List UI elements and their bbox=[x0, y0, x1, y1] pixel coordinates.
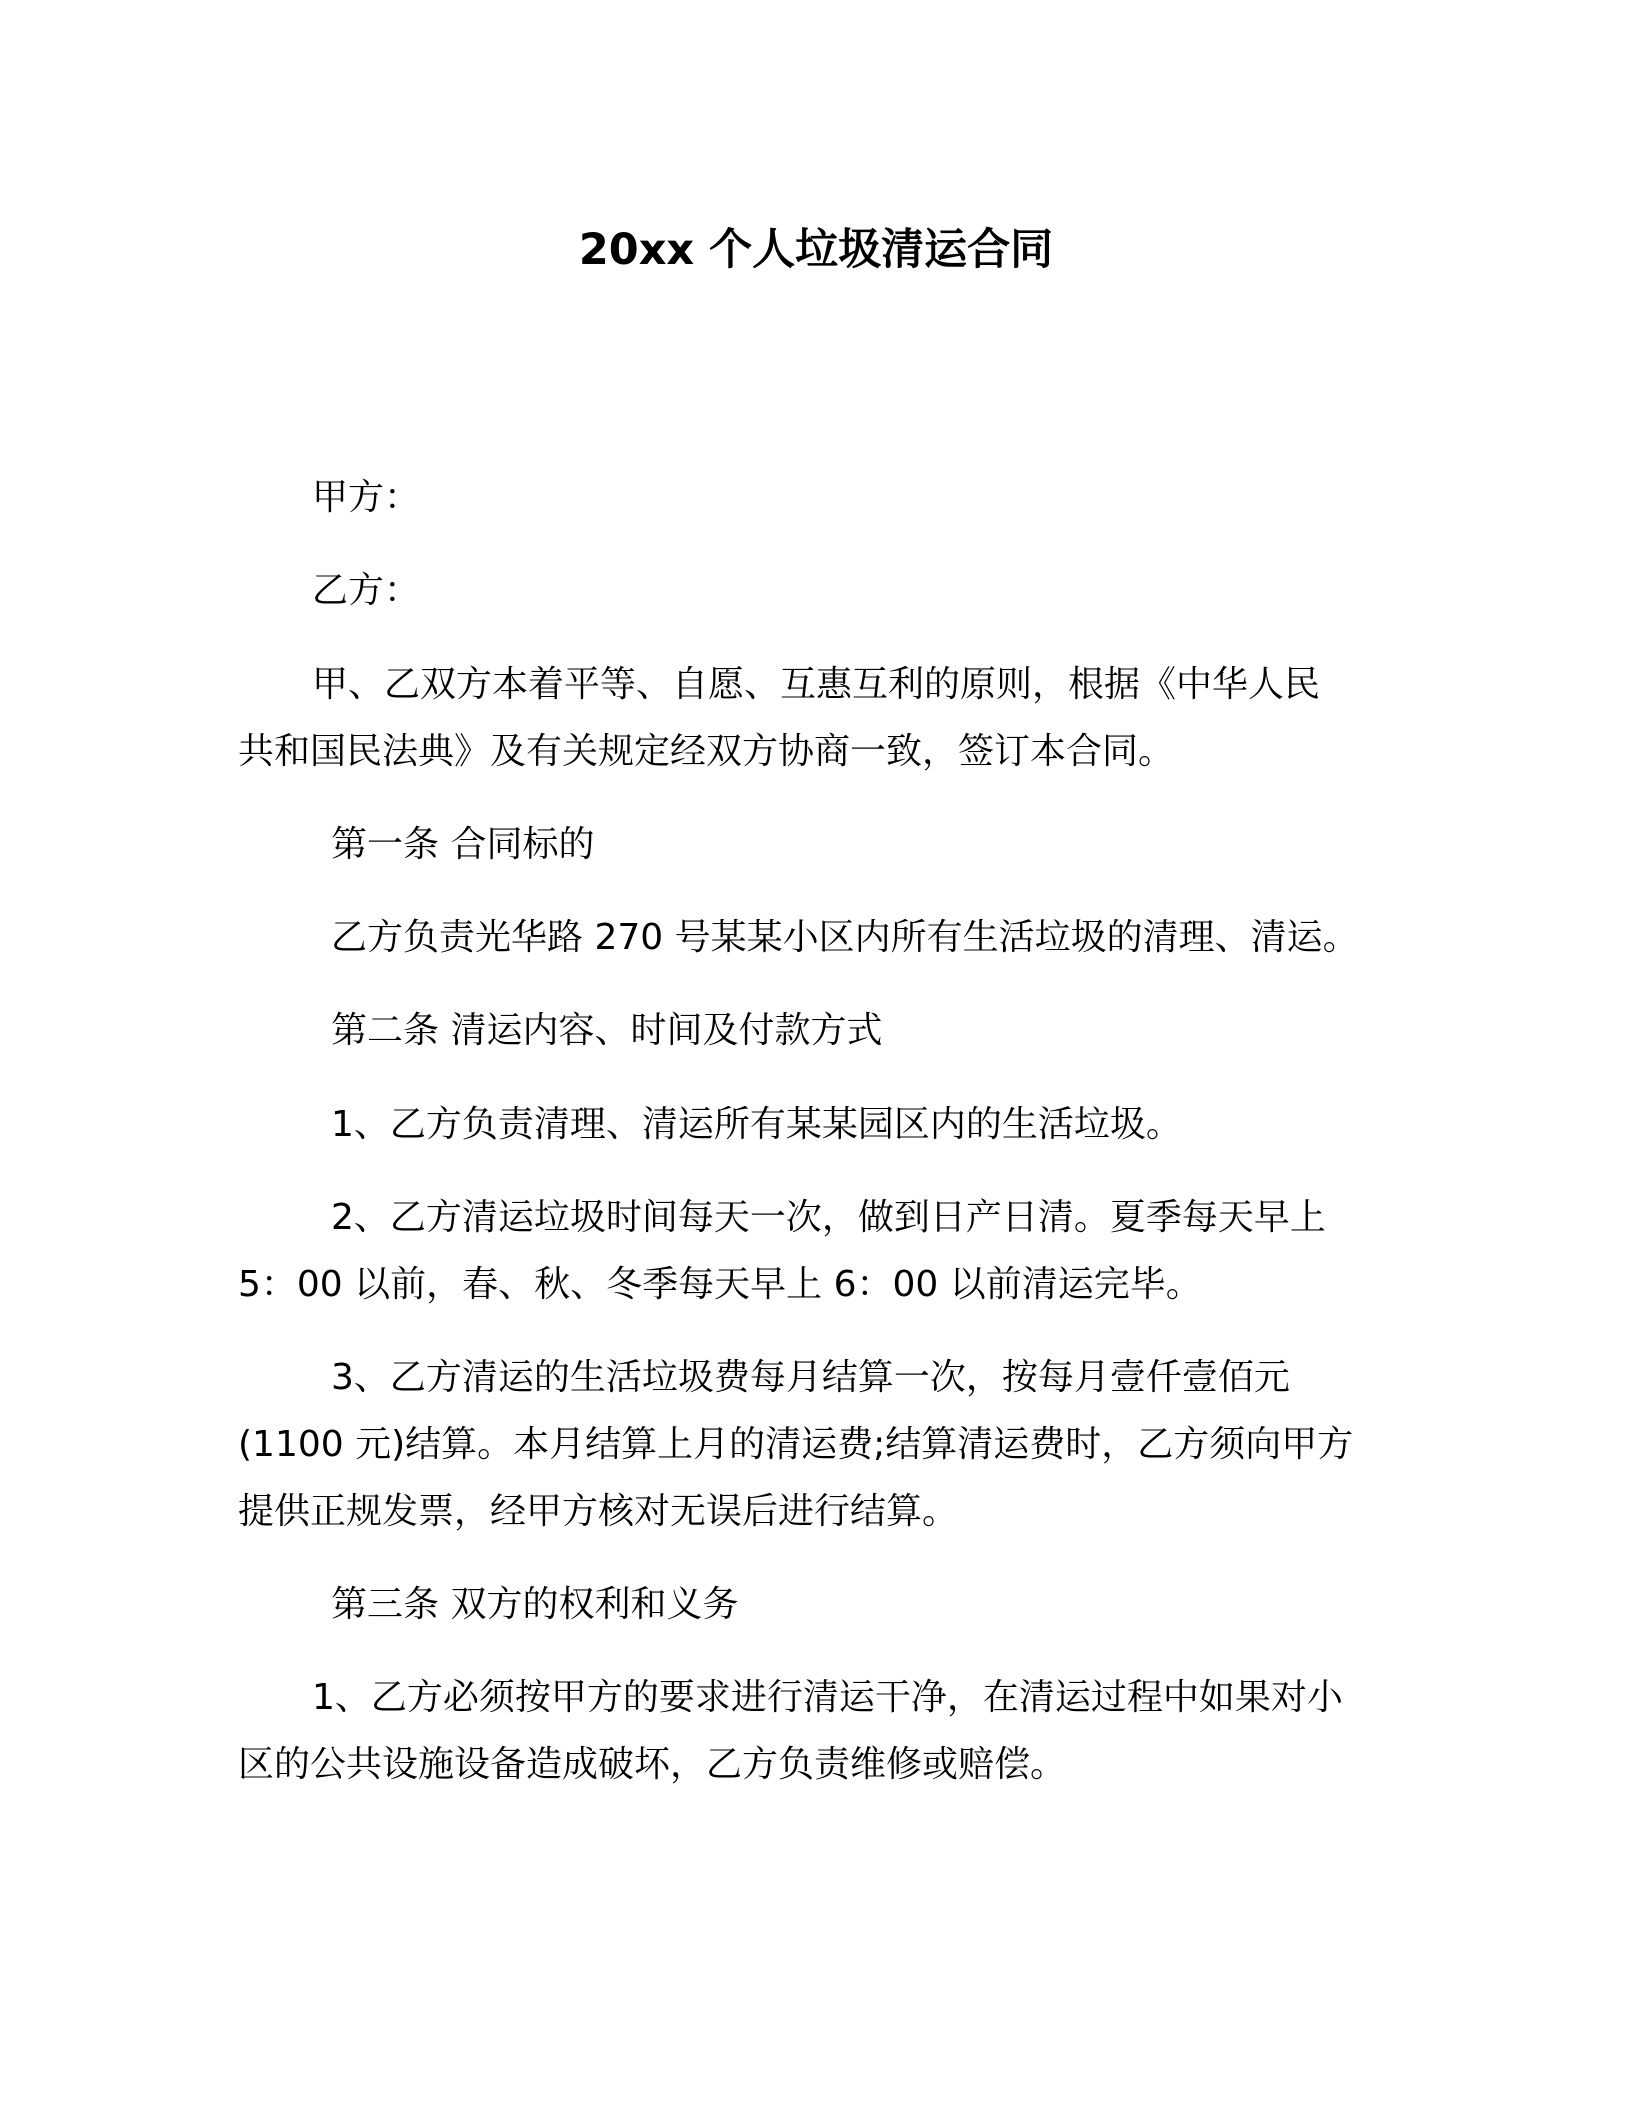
party-a-label: 甲方： bbox=[312, 477, 421, 518]
article-2-item-3-line-3: 提供正规发票，经甲方核对无误后进行结算。 bbox=[238, 1491, 959, 1532]
article-1-body: 乙方负责光华路 270 号某某小区内所有生活垃圾的清理、清运。 bbox=[331, 917, 1359, 958]
article-2-item-2-line-1: 2、乙方清运垃圾时间每天一次，做到日产日清。夏季每天早上 bbox=[331, 1197, 1326, 1238]
article-3-item-1-line-1: 1、乙方必须按甲方的要求进行清运干净，在清运过程中如果对小 bbox=[312, 1677, 1343, 1718]
article-2-item-2-line-2: 5：00 以前，春、秋、冬季每天早上 6：00 以前清运完毕。 bbox=[238, 1264, 1202, 1305]
article-1-heading: 第一条 合同标的 bbox=[331, 824, 595, 865]
intro-line-1: 甲、乙双方本着平等、自愿、互惠互利的原则，根据《中华人民 bbox=[312, 664, 1321, 705]
party-b-label: 乙方： bbox=[312, 570, 421, 611]
intro-line-2: 共和国民法典》及有关规定经双方协商一致，签订本合同。 bbox=[238, 731, 1175, 772]
document-title: 20xx 个人垃圾清运合同 bbox=[578, 225, 1054, 275]
article-2-item-1: 1、乙方负责清理、清运所有某某园区内的生活垃圾。 bbox=[331, 1104, 1182, 1145]
article-2-item-3-line-1: 3、乙方清运的生活垃圾费每月结算一次，按每月壹仟壹佰元 bbox=[331, 1357, 1290, 1398]
article-3-heading: 第三条 双方的权利和义务 bbox=[331, 1584, 739, 1625]
article-2-heading: 第二条 清运内容、时间及付款方式 bbox=[331, 1010, 883, 1051]
article-2-item-3-line-2: (1100 元)结算。本月结算上月的清运费;结算清运费时，乙方须向甲方 bbox=[238, 1424, 1354, 1465]
article-3-item-1-line-2: 区的公共设施设备造成破坏，乙方负责维修或赔偿。 bbox=[238, 1744, 1067, 1785]
